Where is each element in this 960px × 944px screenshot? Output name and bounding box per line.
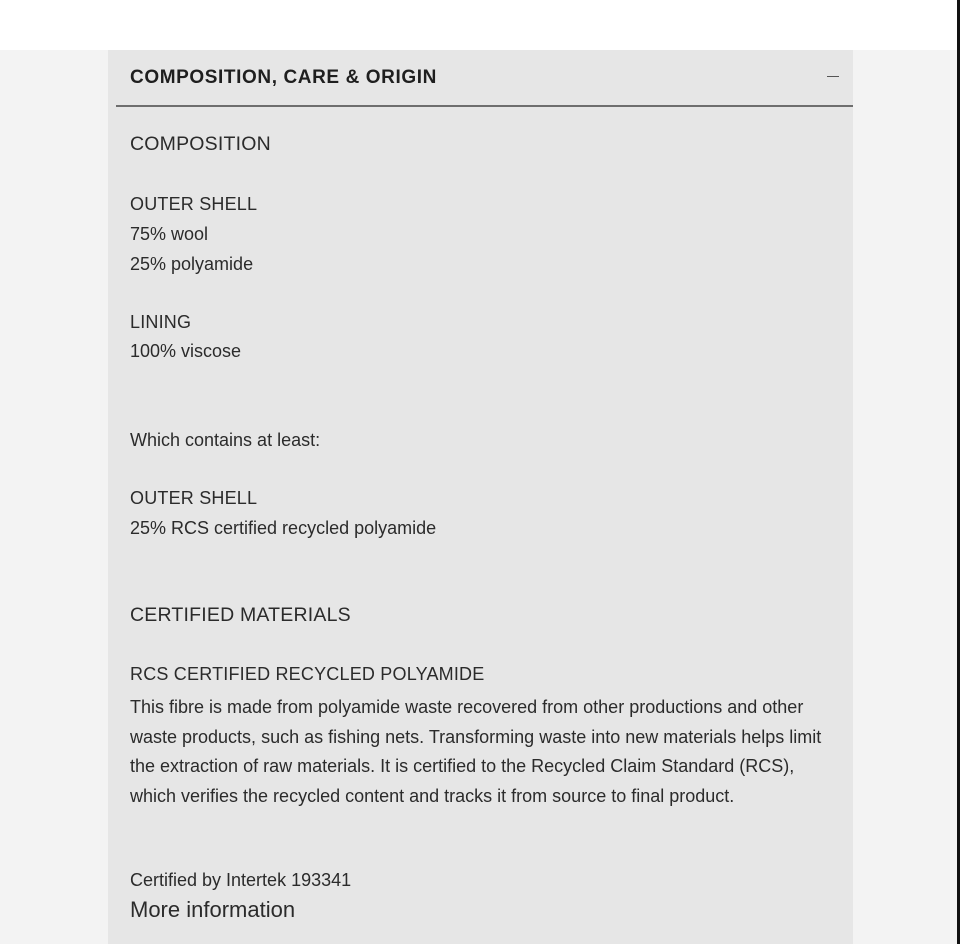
contains-intro: Which contains at least: bbox=[130, 430, 321, 450]
outer-shell-polyamide: 25% polyamide bbox=[130, 254, 254, 274]
outer-shell-label: OUTER SHELL bbox=[130, 194, 258, 214]
contains-recycled-polyamide: 25% RCS certified recycled polyamide bbox=[130, 518, 437, 538]
rcs-description: This fibre is made from polyamide waste recovered from other productions and other waste products, such as fishing nets. Transforming waste into new materials helps limit the extraction of raw materials. It is certified to the Recycled Claim Standard (RCS), which verifies the recycled content and tracks it from source to final product. bbox=[130, 697, 822, 806]
minus-icon[interactable] bbox=[827, 76, 839, 77]
more-information-link[interactable]: More information bbox=[130, 897, 296, 922]
lining-label: LINING bbox=[130, 312, 192, 332]
composition-heading: COMPOSITION bbox=[130, 133, 271, 155]
composition-panel bbox=[108, 50, 853, 944]
lining-viscose: 100% viscose bbox=[130, 341, 242, 361]
contains-outer-shell-label: OUTER SHELL bbox=[130, 488, 258, 508]
certified-materials-heading: CERTIFIED MATERIALS bbox=[130, 604, 351, 626]
outer-shell-wool: 75% wool bbox=[130, 224, 209, 244]
accordion-title: COMPOSITION, CARE & ORIGIN bbox=[130, 67, 437, 88]
certifier-text: Certified by Intertek 193341 bbox=[130, 870, 352, 890]
rcs-material-label: RCS CERTIFIED RECYCLED POLYAMIDE bbox=[130, 664, 485, 684]
accordion-header-composition-care-origin[interactable] bbox=[116, 50, 853, 107]
